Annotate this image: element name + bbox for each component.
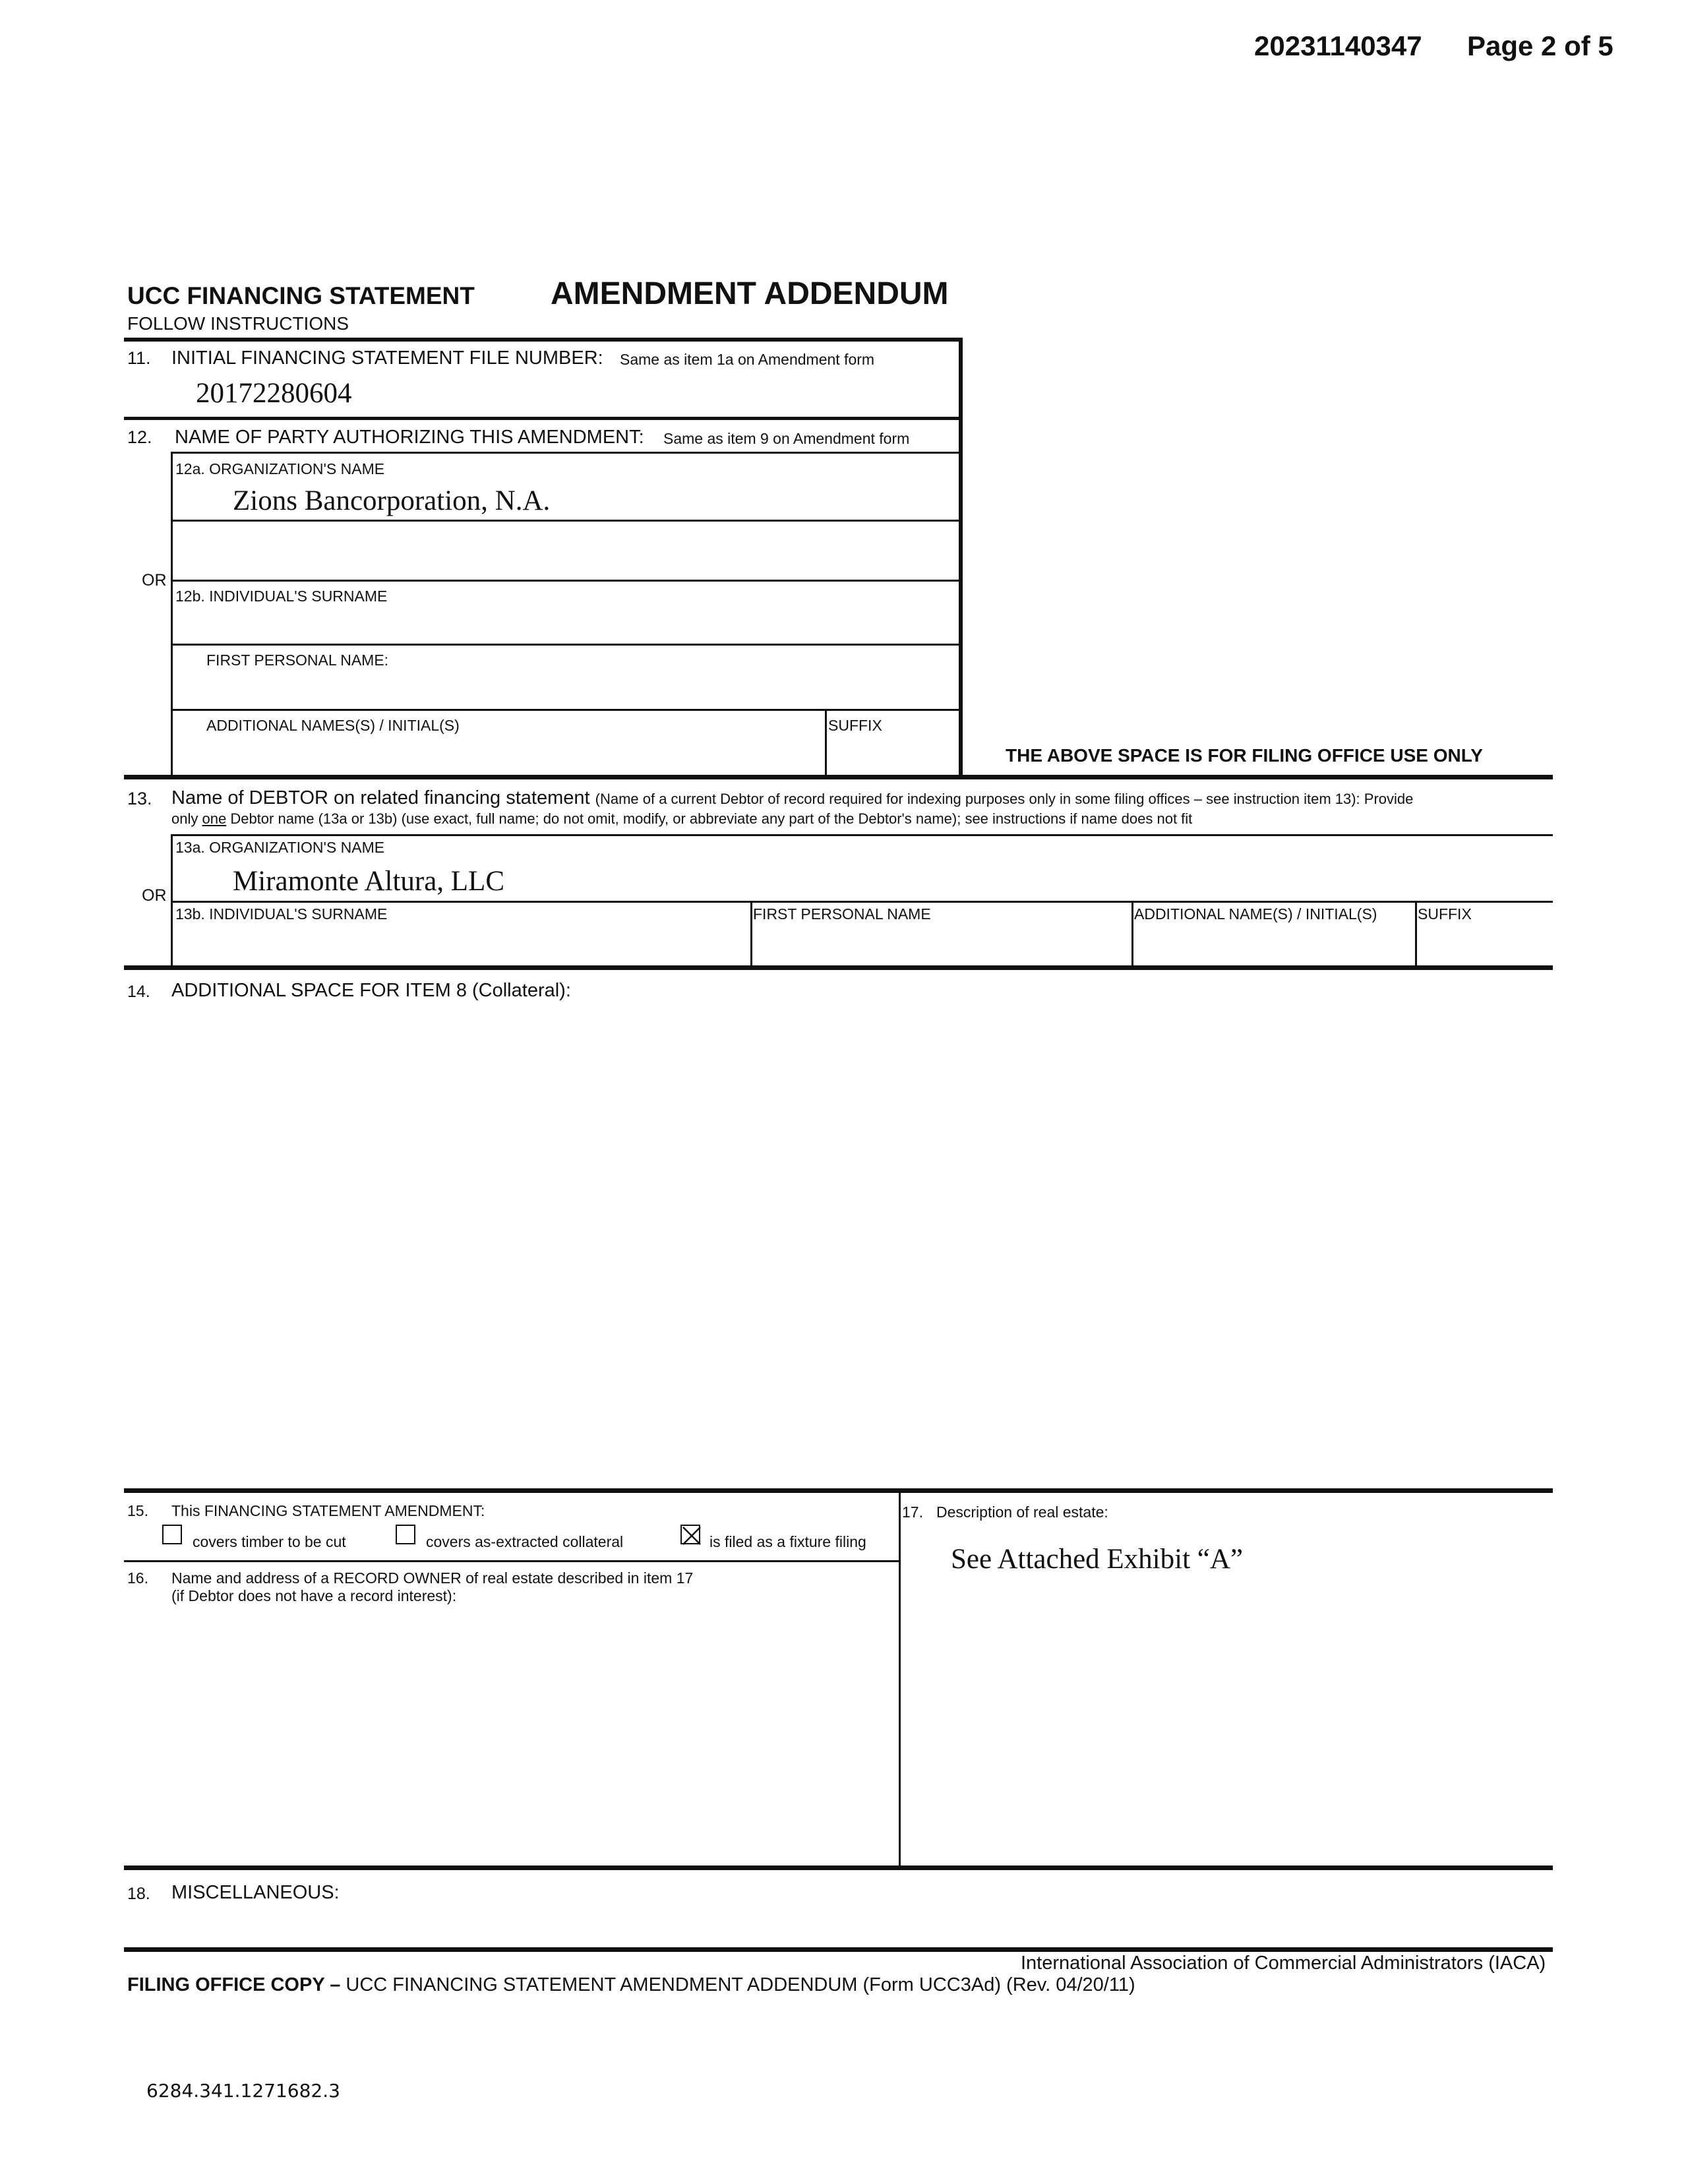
initial-file-number: 20172280604	[196, 378, 352, 409]
item13-label-line2: only one Debtor name (13a or 13b) (use exact, full name; do not omit, modify, or abbreviate any part of the Debtor's name); see instructions if name does not fit	[171, 810, 1193, 827]
suffix-label: SUFFIX	[828, 717, 882, 734]
form-title-large: AMENDMENT ADDENDUM	[551, 276, 949, 311]
rule	[171, 644, 963, 646]
rule	[124, 1947, 1553, 1952]
form-title-small: UCC FINANCING STATEMENT	[127, 282, 475, 309]
rule	[899, 1488, 901, 1866]
item12b-label: 12b. INDIVIDUAL'S SURNAME	[175, 588, 388, 605]
debtor-additional-names-label: ADDITIONAL NAME(S) / INITIAL(S)	[1134, 905, 1377, 923]
or-label: OR	[142, 886, 167, 905]
item13-number: 13.	[127, 789, 152, 808]
item13a-label: 13a. ORGANIZATION'S NAME	[175, 839, 385, 856]
rule	[171, 834, 1553, 836]
item18-label: MISCELLANEOUS:	[171, 1882, 340, 1903]
filing-number: 20231140347	[1254, 30, 1422, 61]
item16-label-line1: Name and address of a RECORD OWNER of real estate described in item 17	[171, 1569, 694, 1587]
item12a-label: 12a. ORGANIZATION'S NAME	[175, 460, 385, 477]
item11-number: 11.	[127, 348, 151, 368]
rule	[171, 580, 963, 582]
item15-label: This FINANCING STATEMENT AMENDMENT:	[171, 1502, 485, 1519]
rule	[1415, 901, 1417, 969]
item14-number: 14.	[127, 983, 150, 1001]
rule	[124, 417, 963, 420]
item17-label: Description of real estate:	[936, 1503, 1108, 1521]
debtor-org-name: Miramonte Altura, LLC	[233, 866, 505, 897]
debtor-suffix-label: SUFFIX	[1418, 905, 1472, 923]
item11-note: Same as item 1a on Amendment form	[620, 351, 875, 368]
page-indicator: Page 2 of 5	[1467, 30, 1613, 61]
filing-office-copy: FILING OFFICE COPY – UCC FINANCING STATEMENT AMENDMENT ADDENDUM (Form UCC3Ad) (Rev. 04/20/11)	[127, 1974, 1135, 1995]
item15-number: 15.	[127, 1502, 148, 1519]
rule	[171, 709, 963, 711]
timber-checkbox[interactable]	[162, 1525, 182, 1544]
rule	[124, 1488, 1553, 1493]
timber-option-label: covers timber to be cut	[193, 1533, 346, 1550]
item18-number: 18.	[127, 1885, 150, 1903]
or-label: OR	[142, 571, 167, 590]
rule	[1131, 901, 1133, 969]
item11-label: INITIAL FINANCING STATEMENT FILE NUMBER:	[171, 348, 603, 369]
item16-label-line2: (if Debtor does not have a record interest):	[171, 1587, 457, 1604]
additional-names-label: ADDITIONAL NAMES(S) / INITIAL(S)	[206, 717, 460, 734]
rule	[171, 901, 1553, 903]
as-extracted-option-label: covers as-extracted collateral	[426, 1533, 624, 1550]
authorizing-org-name: Zions Bancorporation, N.A.	[233, 485, 551, 516]
item13-label: Name of DEBTOR on related financing statement (Name of a current Debtor of record required for indexing purposes only in some filing offices – see instruction item 13): Provide	[171, 787, 1414, 808]
item17-number: 17.	[902, 1503, 923, 1521]
rule	[825, 709, 827, 778]
rule	[959, 338, 963, 778]
item12-note: Same as item 9 on Amendment form	[663, 430, 910, 447]
as-extracted-checkbox[interactable]	[396, 1525, 415, 1544]
office-use-note: THE ABOVE SPACE IS FOR FILING OFFICE USE ONLY	[1006, 745, 1483, 766]
fixture-filing-option-label: is filed as a fixture filing	[709, 1533, 866, 1550]
rule	[124, 965, 1553, 970]
rule	[124, 1560, 899, 1562]
rule	[124, 338, 963, 342]
item13b-label: 13b. INDIVIDUAL'S SURNAME	[175, 905, 388, 923]
rule	[124, 1866, 1553, 1870]
item16-number: 16.	[127, 1569, 148, 1587]
rule	[124, 775, 1553, 779]
first-personal-name-label: FIRST PERSONAL NAME:	[206, 652, 389, 669]
checked-x-icon	[682, 1526, 702, 1546]
document-id: 6284.341.1271682.3	[146, 2080, 340, 2102]
item12-number: 12.	[127, 427, 152, 447]
item12-label: NAME OF PARTY AUTHORIZING THIS AMENDMENT:	[175, 427, 644, 448]
iaca-credit: International Association of Commercial Administrators (IACA)	[1021, 1953, 1546, 1974]
fixture-filing-checkbox[interactable]	[680, 1525, 700, 1544]
rule	[171, 452, 173, 778]
debtor-first-name-label: FIRST PERSONAL NAME	[753, 905, 931, 923]
real-estate-description: See Attached Exhibit “A”	[951, 1544, 1243, 1575]
item14-label: ADDITIONAL SPACE FOR ITEM 8 (Collateral):	[171, 980, 571, 1001]
rule	[171, 452, 963, 454]
rule	[171, 520, 963, 522]
follow-instructions: FOLLOW INSTRUCTIONS	[127, 313, 349, 334]
rule	[750, 901, 752, 969]
